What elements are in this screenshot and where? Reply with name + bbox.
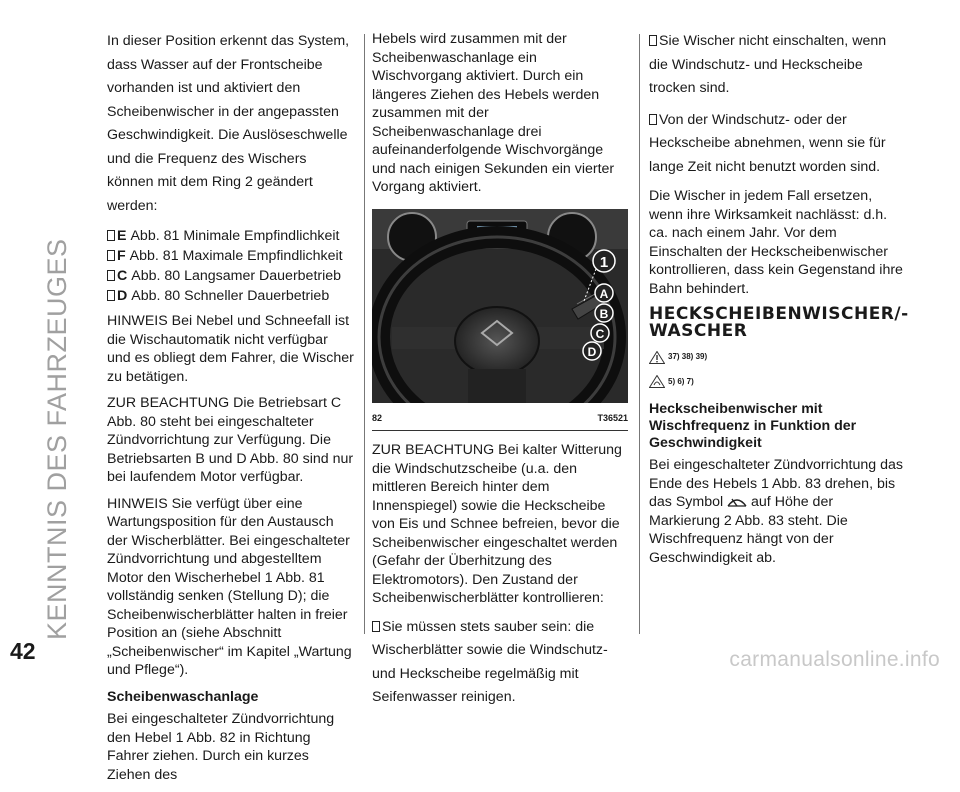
mode-list [107,226,355,306]
callout-label: A [599,286,609,301]
figure-number: 82 [372,412,383,423]
figure-code: T36521 [597,412,628,423]
subheading: Scheibenwaschanlage [107,688,259,705]
steering-wheel-figure [372,209,628,403]
list-item: D Abb. 80 Schneller Dauerbetrieb [107,286,355,306]
column-2 [372,30,628,718]
page-number: 42 [10,638,36,664]
callout-label: 1 [599,253,609,271]
hinweis-paragraph: HINWEIS Sie verfügt über eine Wartungsposition für den Austausch der Wischerblätter. Bei eingeschalteter Zündvorrichtung und abgestelltem Motor den Wischerhebel 1 Abb. 81 vollständig senken (Stellung D); die Scheibenwischerblätter halten in freier Position an (siehe Abschnitt „Scheibenwischer“ im Kapitel „Wartung und Pflege“). [107,495,352,678]
column-3 [649,30,907,575]
subheading: Heckscheibenwischer mit Wischfrequenz in Funktion der Geschwindigkeit [649,401,857,451]
bullet-icon [107,290,115,301]
environment-icon [649,375,665,388]
rear-wiper-icon [727,494,747,508]
side-chapter-title: KENNTNIS DES FAHRZEUGES [42,238,72,640]
bullet-paragraph: Sie Wischer nicht einschalten, wenn die Windschutz- und Heckscheibe trocken sind. [649,33,887,96]
hinweis-paragraph: HINWEIS Bei Nebel und Schneefall ist die Wischautomatik nicht verfügbar und es obliegt dem Fahrer, die Wischer zu betätigen. [107,313,354,385]
rear-wiper-paragraph: Bei eingeschalteter Zündvorrichtung das Ende des Hebels 1 Abb. 83 drehen, bis das Symbol auf Höhe der Markierung 2 Abb. 83 steht. Die Wischfrequenz hängt von der Geschwindigkeit ab. [649,457,903,566]
continued-paragraph: Hebels wird zusammen mit der Scheibenwaschanlage ein Wischvorgang aktiviert. Durch ein längeres Ziehen des Hebels werden zusammen mit der Scheibenwaschanlage drei aufeinanderfolgende Wischvorgänge und nach einigen Sekunden ein vierter Vorgang aktiviert. [372,31,615,195]
beachtung-paragraph: ZUR BEACHTUNG Die Betriebsart C Abb. 80 steht bei eingeschalteter Zündvorrichtung zur Verfügung. Die Betriebsarten B und D Abb. 80 sind nur bei laufendem Motor verfügbar. [107,395,354,485]
bullet-icon [107,230,115,241]
bullet-paragraph: Sie müssen stets sauber sein: die Wischerblätter sowie die Windschutz- und Heckscheibe regelmäßig mit Seifenwasser reinigen. [372,618,608,705]
bullet-icon [649,35,657,46]
intro-paragraph: In dieser Position erkennt das System, dass Wasser auf der Frontscheibe vorhanden ist und aktiviert den Scheibenwischer in der angepassten Geschwindigkeit. Die Auslöseschwelle und die Frequenz des Wischers können mit dem Ring 2 geändert werden: [107,33,350,214]
warning-references: 37) 38) 39) [649,348,907,367]
list-item: E Abb. 81 Minimale Empfindlichkeit [107,226,355,246]
replacement-paragraph: Die Wischer in jedem Fall ersetzen, wenn ihre Wirksamkeit nachlässt: d.h. ca. nach einem Jahr. Vor dem Einschalten der Heckscheibenwischer kontrollieren, dass kein Gegenstand ihre Bahn behindert. [649,188,903,297]
beachtung-paragraph: ZUR BEACHTUNG Bei kalter Witterung die Windschutzscheibe (u.a. den mittleren Bereich hinter dem Innenspiegel) sowie die Heckscheibe von Eis und Schnee befreien, bevor die Scheibenwischer eingeschaltet werden (Gefahr der Überhitzung des Elektromotors). Den Zustand der Scheibenwischerblätter kontrollieren: [372,442,622,606]
column-divider [364,34,365,634]
wash-paragraph: Bei eingeschalteter Zündvorrichtung den Hebel 1 Abb. 82 in Richtung Fahrer ziehen. Durch ein kurzes Ziehen des [107,711,335,783]
bullet-icon [107,270,115,281]
warning-icon [649,351,665,364]
bullet-paragraph: Von der Windschutz- oder der Heckscheibe abnehmen, wenn sie für lange Zeit nicht benutzt worden sind. [649,111,886,175]
bullet-icon [649,114,657,125]
callout-label: D [587,344,597,359]
bullet-icon [372,621,380,632]
steering-wheel-illustration [372,209,628,403]
callout-label: B [599,306,609,321]
list-item: F Abb. 81 Maximale Empfindlichkeit [107,246,355,266]
column-divider [639,34,640,634]
section-title: HECKSCHEIBENWISCHER/-WASCHER [649,304,909,341]
watermark: carmanualsonline.info [729,648,940,671]
list-item: C Abb. 80 Langsamer Dauerbetrieb [107,266,355,286]
callout-label: C [595,326,605,341]
bullet-icon [107,250,115,261]
environment-references: 5) 6) 7) [649,373,907,392]
figure-caption [372,409,628,432]
